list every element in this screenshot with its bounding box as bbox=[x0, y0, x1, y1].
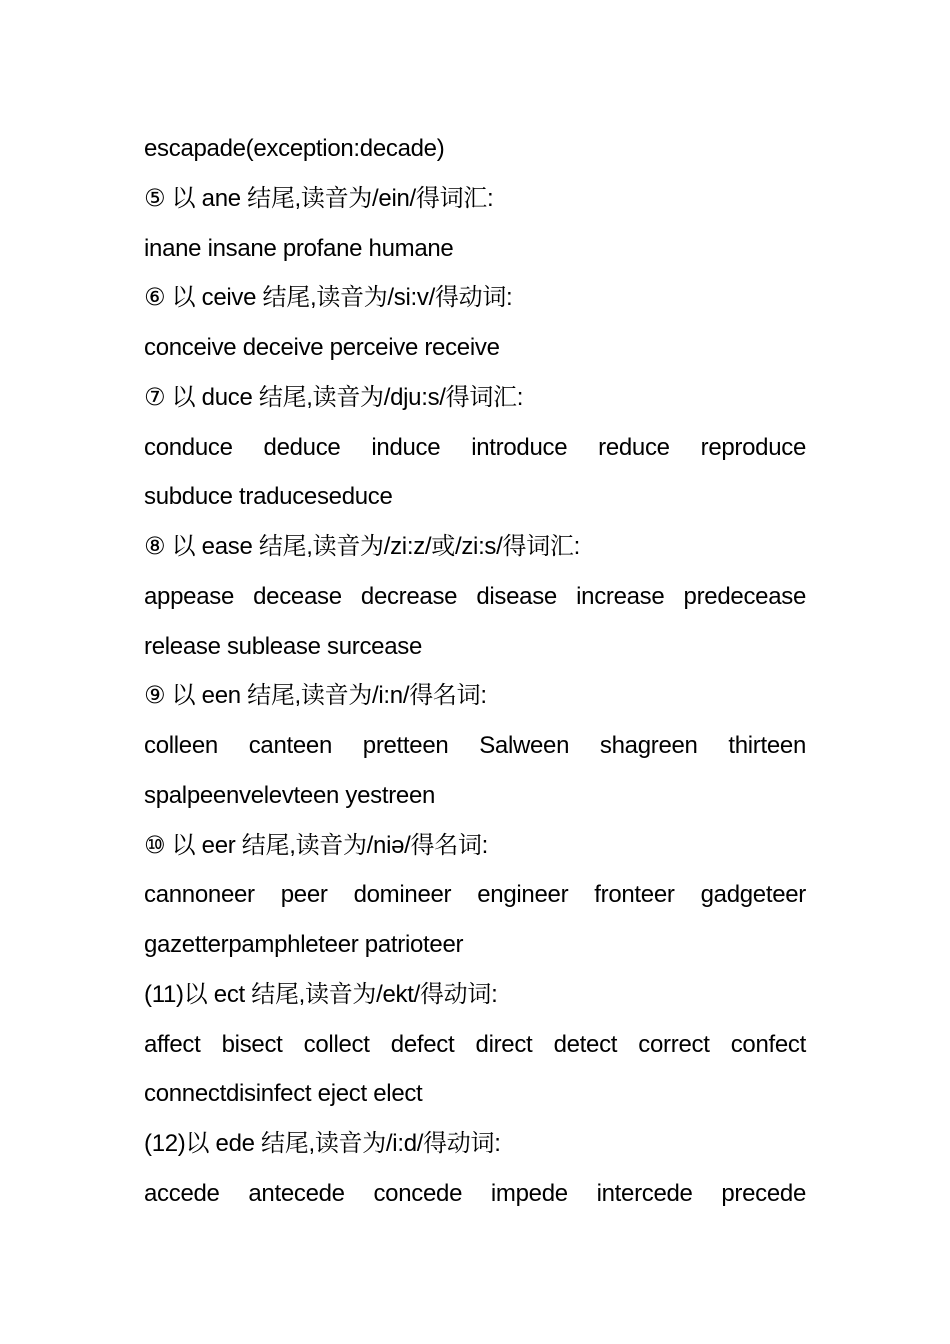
text-line: ⑦ 以 duce 结尾,读音为/dju:s/得词汇: bbox=[144, 383, 524, 411]
text-line: escapade(exception:decade) bbox=[144, 135, 445, 162]
text-line: appease decease decrease disease increase predecease bbox=[144, 582, 806, 610]
text-line: ⑧ 以 ease 结尾,读音为/zi:z/或/zi:s/得词汇: bbox=[144, 533, 580, 560]
text-line: subduce traduceseduce bbox=[144, 483, 393, 511]
text-line: colleen canteen pretteen Salween shagreen thirteen bbox=[144, 732, 806, 759]
text-line: accede antecede concede impede intercede precede bbox=[144, 1179, 806, 1207]
text-line: ⑨ 以 een 结尾,读音为/i:n/得名词: bbox=[144, 682, 487, 710]
text-line: conceive deceive perceive receive bbox=[144, 334, 500, 361]
text-line: inane insane profane humane bbox=[144, 234, 454, 262]
text-line: conduce deduce induce introduce reduce reproduce bbox=[144, 433, 806, 461]
text-line: cannoneer peer domineer engineer fronteer gadgeteer bbox=[144, 881, 806, 909]
text-line: release sublease surcease bbox=[144, 632, 423, 660]
text-line: (11)以 ect 结尾,读音为/ekt/得动词: bbox=[144, 980, 498, 1008]
text-line: ⑩ 以 eer 结尾,读音为/niə/得名词: bbox=[144, 831, 489, 859]
text-line: spalpeenvelevteen yestreen bbox=[144, 781, 436, 809]
text-line: (12)以 ede 结尾,读音为/i:d/得动词: bbox=[144, 1130, 501, 1157]
document-body bbox=[144, 124, 806, 1219]
text-line: ⑤ 以 ane 结尾,读音为/ein/得词汇: bbox=[144, 184, 494, 212]
text-line: connectdisinfect eject elect bbox=[144, 1080, 423, 1108]
text-line: gazetterpamphleteer patrioteer bbox=[144, 931, 464, 958]
text-line: ⑥ 以 ceive 结尾,读音为/si:v/得动词: bbox=[144, 284, 513, 312]
text-line: affect bisect collect defect direct detect correct confect bbox=[144, 1030, 806, 1058]
